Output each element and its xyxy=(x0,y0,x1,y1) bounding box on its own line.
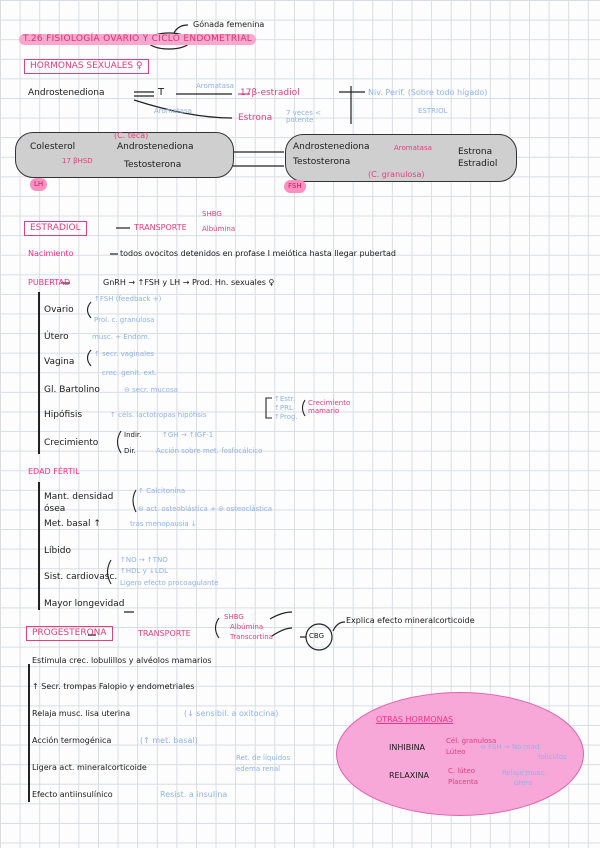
progesterona-transporte: TRANSPORTE xyxy=(138,629,191,638)
cardio-effect-1: ↑NO → ↑TNO xyxy=(120,556,168,564)
prog-effect-6: Efecto antiinsulínico xyxy=(32,790,113,799)
fsh-badge: FSH xyxy=(284,180,306,193)
prog-effect-3b: (↓ sensibil. a oxitocina) xyxy=(184,709,279,718)
utero-label: Útero xyxy=(44,332,69,342)
colesterol-label: Colesterol xyxy=(30,142,76,152)
aromatasa-label-1: Aromatasa xyxy=(196,82,234,90)
prog-effect-1: Estimula crec. lobulillos y alvéolos mamarios xyxy=(32,656,212,665)
bartolino-effect: ⊖ secr. mucosa xyxy=(124,386,178,394)
granulosa-estradiol: Estradiol xyxy=(458,159,498,169)
hipofisis-label: Hipófisis xyxy=(44,410,83,420)
fertil-bracket xyxy=(38,482,40,610)
vagina-effect-2: crec. genit. ext. xyxy=(102,369,157,377)
granulosa-androstenediona: Androstenediona xyxy=(293,142,370,152)
estradiol-label: 17β-estradiol xyxy=(240,88,300,98)
indir-effect: ↑GH → ↑IGF-1 xyxy=(162,431,214,439)
hormonas-heading: HORMONAS SEXUALES ♀ xyxy=(24,59,149,74)
ovario-label: Ovario xyxy=(44,305,74,315)
hipofisis-effect: ↑ céls. lactotropas hipófisis xyxy=(110,411,207,419)
granulosa-testosterona: Testosterona xyxy=(293,157,351,167)
teca-testosterona: Testosterona xyxy=(124,160,182,170)
estradiol-transporte: TRANSPORTE xyxy=(134,223,187,232)
basal-label: Met. basal ↑ xyxy=(44,519,101,529)
cbg-label: CBG xyxy=(309,632,324,640)
hipofisis-prog: ↑Prog. xyxy=(274,413,298,421)
pubertad-bracket xyxy=(38,292,40,454)
aromatasa-label-2: Aromatasa xyxy=(154,107,192,115)
estradiol-shbg: SHBG xyxy=(202,210,222,218)
nacimiento-label: Nacimiento xyxy=(28,249,74,258)
inhibina-effect-1: ⊖ FSH → No mad. xyxy=(480,743,542,751)
estriol-label: ESTRIOL xyxy=(418,107,448,115)
relaxina-effect-2: útero xyxy=(514,779,533,787)
perif-note: Niv. Perif. (Sobre todo hígado) xyxy=(368,88,488,97)
densidad-effect-2: ⊖ act. osteoblástica + ⊖ osteoclástica xyxy=(138,505,273,513)
granulosa-label: (C. granulosa) xyxy=(368,170,425,179)
hbsd-label: 17 βHSD xyxy=(62,157,93,165)
fertil-label: EDAD FÉRTIL xyxy=(28,467,80,476)
indir-label: Indir. xyxy=(124,431,142,439)
t-label: T xyxy=(158,87,165,98)
densidad-label: Mant. densidad ósea xyxy=(44,492,114,514)
androstenediona-t-arrow xyxy=(134,92,154,96)
prog-effect-3: Relaja musc. lisa uterina xyxy=(32,709,131,718)
libido-label: Líbido xyxy=(44,546,71,556)
longevidad-label: Mayor longevidad xyxy=(44,599,125,609)
explica-note: Explica efecto mineralcorticoide xyxy=(346,616,475,625)
page-title: T.26 FISIOLOGÍA OVARIO Y CICLO ENDOMETRIAL xyxy=(19,34,256,45)
densidad-effect-1: ↑ Calcitonina xyxy=(138,487,186,495)
progesterona-transcortina: Transcortina xyxy=(230,633,273,641)
dir-label: Dir. xyxy=(124,447,136,455)
granulosa-estrona: Estrona xyxy=(458,147,493,157)
prog-effect-6b: Resist. a insulina xyxy=(160,790,228,799)
cardio-effect-3: Ligero efecto procoagulante xyxy=(120,579,219,587)
hipofisis-prl: ↑PRL xyxy=(274,404,293,412)
pubertad-label: PUBERTAD xyxy=(28,278,71,287)
progesterona-bracket xyxy=(28,664,30,802)
teca-granulosa-arrows xyxy=(232,152,284,166)
ovario-effect-2: Prol. c. granulosa xyxy=(94,316,155,324)
progesterona-shbg: SHBG xyxy=(224,613,244,621)
progesterona-albumina: Albúmina xyxy=(230,623,264,631)
inhibina-effect-2: folículos xyxy=(538,753,567,761)
otras-heading: OTRAS HORMONAS xyxy=(376,715,454,724)
inhibina-label: INHIBINA xyxy=(389,743,426,752)
hipofisis-estr: ↑Estr. xyxy=(274,395,296,403)
ovario-effect-1: ↑FSH (feedback +) xyxy=(94,295,162,303)
relaxina-effect-1: Relaja musc. xyxy=(502,769,547,777)
inhibina-source-1: Cél. granulosa xyxy=(446,737,497,745)
bartolino-label: Gl. Bartolino xyxy=(44,385,100,395)
utero-effect: musc. + Endom. xyxy=(92,333,150,341)
ovario-annotation-arrow xyxy=(174,25,188,33)
nacimiento-text: todos ovocitos detenidos en profase I meiótica hasta llegar pubertad xyxy=(120,249,397,258)
lh-badge: LH xyxy=(30,178,47,191)
dir-effect: Acción sobre met. fosfocálcico xyxy=(156,447,263,455)
relaxina-label: RELAXINA xyxy=(389,771,430,780)
progesterona-heading: PROGESTERONA xyxy=(26,626,113,641)
prog-effect-4: Acción termogénica xyxy=(32,736,112,745)
prog-effect-2: ↑ Secr. trompas Falopio y endometriales xyxy=(32,682,195,691)
relaxina-source-2: Placenta xyxy=(448,778,479,786)
androstenediona-label: Androstenediona xyxy=(28,88,105,98)
estradiol-heading: ESTRADIOL xyxy=(24,221,87,236)
teca-androstenediona: Androstenediona xyxy=(117,142,194,152)
cardio-label: Sist. cardiovasc. xyxy=(44,572,118,582)
cardio-effect-2: ↑HDL y ↓LDL xyxy=(120,567,169,575)
crecimiento-mamario: Crecimiento mamario xyxy=(308,399,351,416)
gonada-annotation: Gónada femenina xyxy=(193,20,265,29)
inhibina-source-2: Lúteo xyxy=(446,748,466,756)
teca-label: (C. teca) xyxy=(114,131,149,140)
relaxina-source-1: C. lúteo xyxy=(448,767,476,775)
estrona-label: Estrona xyxy=(238,113,273,123)
potencia-note: 7 veces < potente xyxy=(286,109,322,125)
estradiol-albumina: Albúmina xyxy=(202,225,236,233)
crecimiento-label: Crecimiento xyxy=(44,438,99,448)
vagina-effect-1: ↑ secr. vaginales xyxy=(94,350,155,358)
pubertad-text: GnRH → ↑FSH y LH → Prod. Hn. sexuales ♀ xyxy=(103,278,275,287)
prog-effect-5b: Ret. de líquidos xyxy=(236,754,291,762)
granulosa-aromatasa: Aromatasa xyxy=(394,144,432,152)
prog-effect-5c: edema renal xyxy=(236,765,281,773)
prog-effect-4b: (↑ met. basal) xyxy=(140,736,198,745)
vagina-label: Vagina xyxy=(44,357,75,367)
basal-effect: tras menopausia ↓ xyxy=(130,520,197,528)
prog-effect-5: Ligera act. mineralcorticoide xyxy=(32,763,147,772)
